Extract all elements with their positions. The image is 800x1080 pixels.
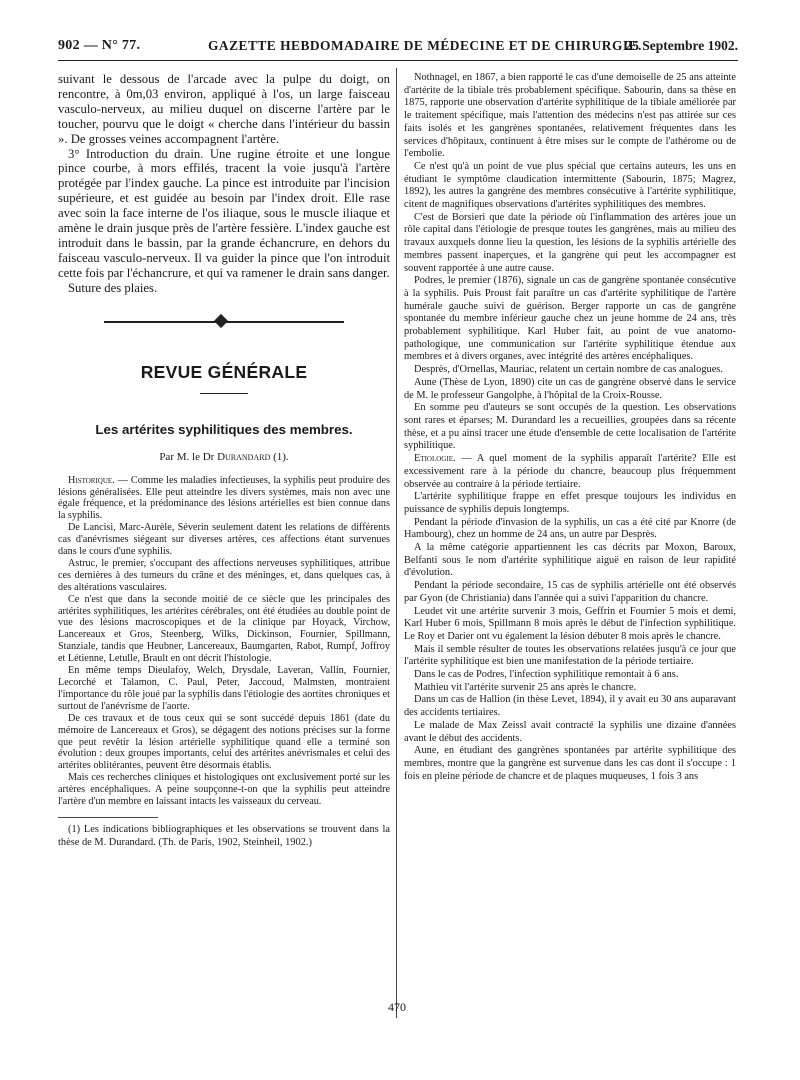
body-paragraph: Pendant la période secondaire, 15 cas de syphilis artérielle ont été observés par Gyon (de Christiania) dans l'année qui a suivi l'apparition du chancre. (404, 580, 736, 604)
section-ornament (104, 318, 344, 326)
body-paragraph: Ce n'est qu'à un point de vue plus spécial que certains auteurs, les uns en étudiant le symptôme claudication intermittente (Sabourin, 1875; Magrez, 1892), les autres la gangrène des membres consécutive à l'artérite syphilitique, citent de magnifiques observations d'artérites syphilitiques des membres. (404, 160, 736, 211)
body-paragraph: Mais il semble résulter de toutes les observations relatées jusqu'à ce jour que l'artérite syphilitique est bien une manifestation de la période tertiaire. (404, 643, 736, 668)
body-paragraph: A la même catégorie appartiennent les cas décrits par Moxon, Baroux, Belfanti sous le nom d'artérite syphilitique aiguë en raison de leur rapidité d'évolution. (404, 542, 736, 579)
continuation-paragraph: Suture des plaies. (68, 280, 158, 295)
body-paragraph: Le malade de Max Zeissl avait contracté la syphilis une dizaine d'années avant le début des accidents. (404, 719, 736, 744)
body-paragraph: C'est de Borsieri que date la période où l'inflammation des artères joue un rôle capital dans l'étiologie de presque toutes les gangrènes, mais au milieu des travaux auxquels donne lieu la question, les lésions de la syphilis artérielle des membres passent inaperçues, et la gangrène qui peut les accompagner est souvent rapportée à une autre cause. (404, 211, 736, 274)
column-divider (396, 68, 397, 1018)
byline (58, 451, 390, 463)
body-paragraph: Leudet vit une artérite survenir 3 mois, Geffrin et Fournier 5 mois et demi, Karl Huber 6 mois, Spillmann 8 mois après le début de l'infection syphilitique. Le Roy et Darier ont vu également la lésion débuter 8 mois après le chancre. (404, 605, 736, 642)
body-paragraph: Aune (Thèse de Lyon, 1890) cite un cas de gangrène observé dans le service de M. le professeur Gangolphe, à l'hôpital de la Croix-Rousse. (404, 376, 736, 401)
byline-author: Durandard (217, 450, 271, 463)
body-paragraph: Mathieu vit l'artérite survenir 25 ans après le chancre. (414, 681, 637, 693)
continuation-paragraph: suivant le dessous de l'arcade avec la pulpe du doigt, on rencontre, à 0m,03 environ, appliqué à l'os, un large faisceau vasculo-nerveux, au milieu duquel on discerne l'artère par le toucher, pourvu que le doigt « cherche dans l'intérieur du bassin ». De grosses veines accompagnent l'artère. (58, 72, 390, 146)
body-paragraph: Ce n'est que dans la seconde moitié de ce siècle que les principales des artérites syphilitiques, les artérites cérébrales, ont été étudiées au double point de vue des lésions macroscopiques et de la clinique par Hoyack, Virchow, Lancereaux et Gros, Steenberg, Wilks, Dickinson, Fournier, Spillmann, Stanziale, tandis que Heubner, Lancereaux, Baumgarten, Rabot, Rumpf, Joffroy et Létienne, Letulle, Brault en ont décrit l'histologie. (58, 593, 390, 665)
body-paragraph: L'artérite syphilitique frappe en effet presque toujours les individus en puissance de syphilis depuis longtemps. (404, 491, 736, 515)
body-paragraph: De Lancisi, Marc-Aurèle, Séverin seulement datent les relations de différents cas d'anévrismes siégeant sur diverses artères, ces affections étant survenues dans le cours d'une syphilis. (58, 522, 390, 558)
section-title-rule (200, 393, 248, 394)
body-paragraph: Nothnagel, en 1867, a bien rapporté le cas d'une demoiselle de 25 ans atteinte d'artérite de la tibiale très probablement spécifique. Sabourin, dans sa thèse en 1875, rapporte une observation d'artérite syphilitique de la tibiale améliorée par le traitement spécifique, mais l'attention des médecins n'est pas attirée sur ces faits isolés et les gangrènes spontanées, relativement fréquentes dans les services d'hôpitaux, continuent à être mises sur le compte de l'athérome ou de l'embolie. (404, 72, 736, 160)
issue-date: 25 Septembre 1902. (625, 38, 738, 53)
body-paragraph: Dans le cas de Podres, l'infection syphilitique remontait à 6 ans. (414, 669, 679, 681)
body-paragraph: Pendant la période d'invasion de la syphilis, un cas a été cité par Knorre (de Hambourg), chez un homme de 24 ans, un autre par Desprès. (404, 516, 736, 541)
footnote: (1) Les indications bibliographiques et les observations se trouvent dans la thèse de M. Durandard. (Th. de Paris, 1902, Steinheil, 1902.) (58, 823, 390, 848)
body-paragraph: Podres, le premier (1876), signale un cas de gangrène spontanée consécutive à la syphilis. Puis Proust fait paraître un cas d'artérite syphilitique de l'artère humérale gauche suivi de guérison. Berger rapporte un cas de gangrène spontanée du membre inférieur gauche chez un jeune homme de 24 ans, très probablement syphilitique. Karl Huber fait, au point de vue anatomo-pathologique, une communication sur l'artérite syphilitique étendue aux membres et à divers organes, avec intégrité des artères encéphaliques. (404, 275, 736, 363)
body-paragraph: Mais ces recherches cliniques et histologiques ont exclusivement porté sur les artères encéphaliques. A peine soupçonne-t-on que la syphilis peut atteindre l'artère d'un membre en laissant intacts les vaisseaux du cerveau. (58, 772, 390, 808)
running-header (58, 32, 738, 58)
left-column (58, 72, 390, 849)
byline-note: (1). (273, 450, 289, 463)
body-paragraph: En même temps Dieulafoy, Welch, Drysdale, Laveran, Vallin, Fournier, Lecorché et Talamon, C. Paul, Peter, Jaccoud, Malmsten, montraient l'importance du rôle joué par la syphilis dans l'étiologie des aortites chroniques et surtout de l'anévrisme de l'aorte. (58, 665, 390, 712)
journal-title: GAZETTE HEBDOMADAIRE DE MÉDECINE ET DE CHIRURGIE. (208, 38, 642, 53)
header-page-label: 902 — N° 77. (58, 38, 141, 53)
right-column (404, 72, 736, 783)
body-paragraph: En somme peu d'auteurs se sont occupés de la question. Les observations sont rares et éparses; M. Durandard les a recueillies, groupées dans sa récente thèse, et a pu ainsi tracer une étude d'ensemble de cette localisation de l'artérite syphilitique. (404, 402, 736, 452)
footnote-rule (58, 817, 158, 818)
body-paragraph: Desprès, d'Ornellas, Mauriac, relatent un certain nombre de cas analogues. (414, 364, 723, 376)
body-paragraph: Aune, en étudiant des gangrènes spontanées par artérite syphilitique des membres, montre que la gangrène est survenue dans les cas dont il s'occupe : 1 fois en pleine période de chancre et de plaques muqueuses, 1 fois 3 ans (404, 745, 736, 782)
etiologie-label: Etiologie. (414, 453, 456, 465)
historique-label: Historique. (68, 474, 115, 486)
body-paragraph: Astruc, le premier, s'occupant des affections nerveuses syphilitiques, attribue ces dernières à des tumeurs du crâne et des méninges, et, dans quelques cas, à des altérations vasculaires. (58, 557, 390, 593)
body-paragraph: Historique. — Comme les maladies infectieuses, la syphilis peut produire des lésions généralisées. Elle peut atteindre les divers systèmes, mais non avec une égale fréquence, et la prédominance des lésions artérielles est bien connue dans la syphilis. (58, 474, 390, 522)
section-title: REVUE GÉNÉRALE (140, 361, 308, 382)
body-paragraph: De ces travaux et de tous ceux qui se sont succédé depuis 1861 (date du mémoire de Lancereaux et Gros), se dégagent des notions précises sur la forme que peut revêtir la lésion artérielle syphilitique quand elle a terminé son évolution : deux groupes importants, celui des artérites anévrismales et celui des artérites oblitérantes, peuvent être désormais établis. (58, 712, 390, 772)
article-title: Les artérites syphilitiques des membres. (95, 421, 353, 437)
header-rule (58, 60, 738, 61)
body-paragraph: Dans un cas de Hallion (in thèse Levet, 1894), il y avait eu 30 ans auparavant des accidents tertiaires. (404, 694, 736, 719)
byline-prefix: Par M. le Dr (159, 450, 215, 463)
body-paragraph: Etiologie. — A quel moment de la syphilis apparaît l'artérite? Elle est excessivement rare à la période du chancre, beaucoup plus fréquemment observée au contraire à la période tertiaire. (404, 453, 736, 490)
continuation-paragraph: 3° Introduction du drain. Une rugine étroite et une longue pince courbe, à mors effilés, tracent la voie jusqu'à l'artère protégée par l'index gauche. La pince est introduite par l'incision supérieure, et est guidée au besoin par l'index droit. Elle rase avec soin la face interne de l'os iliaque, sous le muscle iliaque et amène le drain jusque près de l'artère fessière. L'index gauche est introduit dans le bassin, par la grande échancrure, en dehors du faisceau vasculo-nerveux. Il va guider la pince que l'on introduit cette fois par l'échancrure, et qui va ramener le drain sans danger. (58, 146, 390, 280)
page-number: 470 (388, 1000, 406, 1014)
